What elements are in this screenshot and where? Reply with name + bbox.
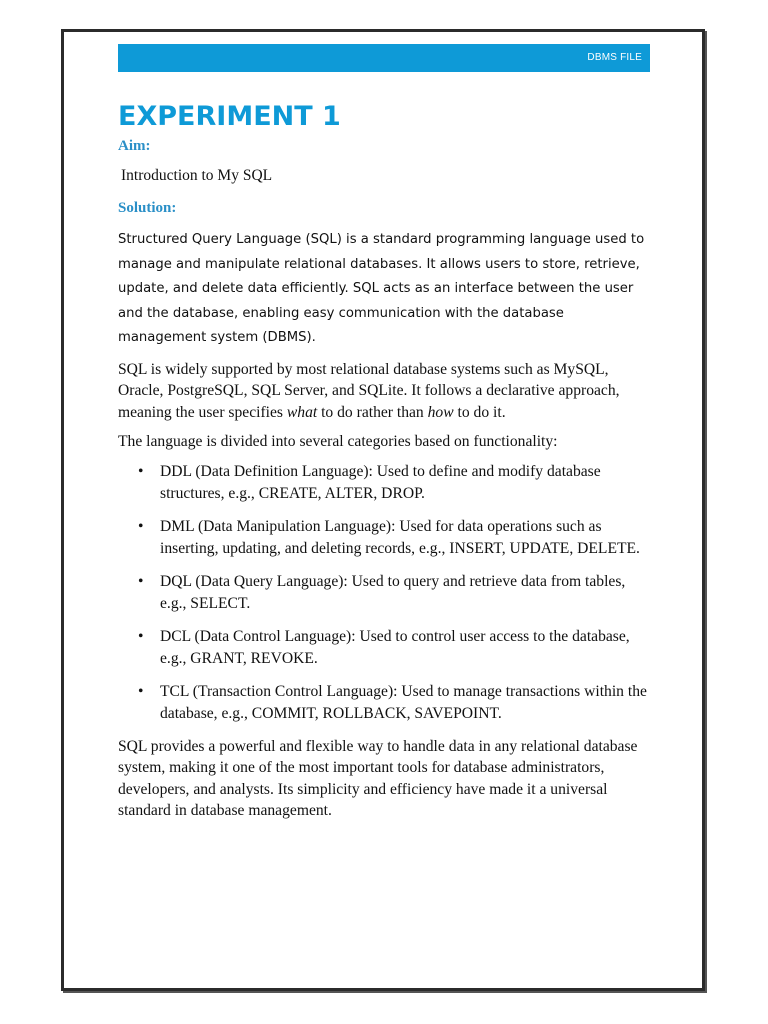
list-item-text: TCL (Transaction Control Language): Used to manage transactions within the database, e.g., COMMIT, ROLLBACK, SAVEPOINT. xyxy=(160,682,647,722)
para2-part2: to do rather than xyxy=(317,403,428,421)
bullet-icon: • xyxy=(138,517,144,535)
bullet-icon: • xyxy=(138,572,144,590)
list-item-text: DML (Data Manipulation Language): Used for data operations such as inserting, updating, and deleting records, e.g., INSERT, UPDATE, DELETE. xyxy=(160,517,640,557)
list-item xyxy=(118,681,650,725)
categories-intro: The language is divided into several categories based on functionality: xyxy=(118,433,558,450)
sql-intro-paragraph: Structured Query Language (SQL) is a standard programming language used to manage and manipulate relational databases. It allows users to store, retrieve, update, and delete data efficiently. SQL acts as an interface between the user and the database, enabling easy communication with the database management system (DBMS). xyxy=(118,232,645,345)
bullet-icon: • xyxy=(138,627,144,645)
closing-paragraph: SQL provides a powerful and flexible way to handle data in any relational database system, making it one of the most important tools for database administrators, developers, and analysts. Its simplicity and efficiency have made it a universal standard in database management. xyxy=(118,737,638,819)
document-body xyxy=(118,96,650,822)
bullet-icon: • xyxy=(138,682,144,700)
list-item xyxy=(118,571,650,615)
para2-em-how: how xyxy=(427,403,454,421)
para2-em-what: what xyxy=(286,403,318,421)
aim-heading: Aim: xyxy=(118,138,151,154)
list-item-text: DQL (Data Query Language): Used to query and retrieve data from tables, e.g., SELECT. xyxy=(160,572,626,612)
sql-support-paragraph xyxy=(118,359,650,424)
aim-text: Introduction to My SQL xyxy=(121,167,273,184)
list-item xyxy=(118,516,650,560)
bullet-icon: • xyxy=(138,462,144,480)
header-label: DBMS FILE xyxy=(587,52,642,63)
para2-part1: SQL is widely supported by most relational database systems such as MySQL, Oracle, PostgreSQL, SQL Server, and SQLite. It follows a declarative approach, meaning the user specifies xyxy=(118,360,620,421)
solution-heading: Solution: xyxy=(118,200,177,216)
categories-list xyxy=(118,461,650,725)
header-bar xyxy=(118,44,650,72)
list-item-text: DCL (Data Control Language): Used to control user access to the database, e.g., GRANT, REVOKE. xyxy=(160,627,630,667)
page-title: EXPERIMENT 1 xyxy=(118,101,341,132)
para2-part3: to do it. xyxy=(453,403,506,421)
list-item-text: DDL (Data Definition Language): Used to define and modify database structures, e.g., CREATE, ALTER, DROP. xyxy=(160,462,601,502)
list-item xyxy=(118,626,650,670)
list-item xyxy=(118,461,650,505)
